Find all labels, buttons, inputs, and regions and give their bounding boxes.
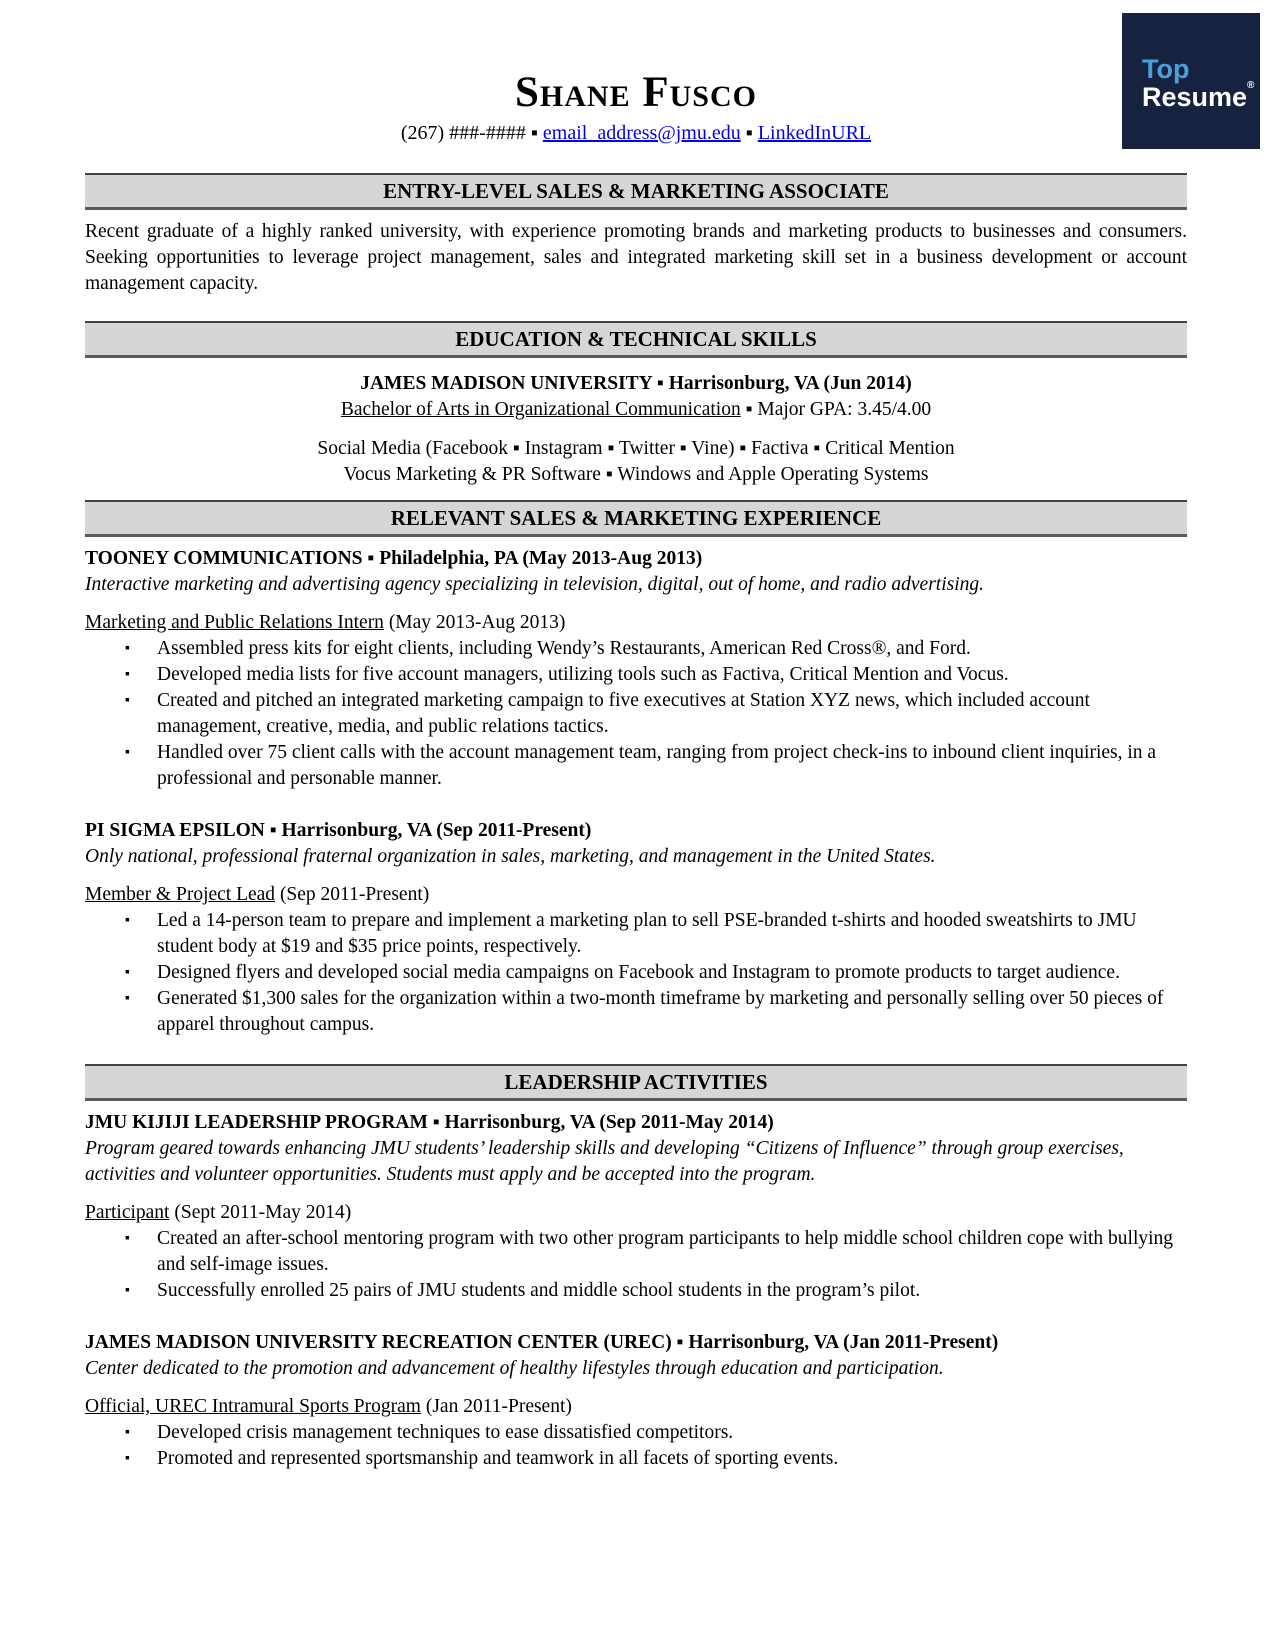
job-block-tooney (85, 546, 1187, 792)
role-dates: (Sept 2011-May 2014) (169, 1202, 352, 1224)
bullet-item: ▪ Handled over 75 client calls with the account management team, ranging from project check-ins to inbound client inquiries, in a professional and personable manner. (85, 740, 1187, 792)
role-line (85, 1394, 1187, 1420)
company-description: Center dedicated to the promotion and advancement of healthy lifestyles through education and participation. (85, 1358, 944, 1380)
phone-number: (267) ###-#### (400, 122, 526, 145)
role-title: Member & Project Lead (85, 884, 276, 906)
company-line: TOONEY COMMUNICATIONS ▪ Philadelphia, PA (May 2013-Aug 2013) (85, 548, 703, 570)
logo-text-top: Top (1142, 54, 1190, 84)
skills-block (85, 436, 1187, 488)
degree-gpa: ▪ Major GPA: 3.45/4.00 (740, 399, 932, 421)
education-school-line: JAMES MADISON UNIVERSITY ▪ Harrisonburg, VA (Jun 2014) (360, 373, 912, 395)
role-dates: (May 2013-Aug 2013) (383, 612, 566, 634)
role-dates: (Jan 2011-Present) (420, 1396, 572, 1418)
bullet-item: ▪ Designed flyers and developed social media campaigns on Facebook and Instagram to promote products to target audience. (85, 960, 1187, 986)
linkedin-link[interactable]: LinkedInURL (757, 122, 872, 145)
company-description: Interactive marketing and advertising agency specializing in television, digital, out of home, and radio advertising. (85, 574, 985, 596)
role-title: Participant (85, 1202, 170, 1224)
company-line: PI SIGMA EPSILON ▪ Harrisonburg, VA (Sep 2011-Present) (85, 820, 592, 842)
education-block (85, 371, 1187, 423)
role-line (85, 1200, 1187, 1226)
bullet-item: ▪ Developed crisis management techniques to ease dissatisfied competitors. (85, 1420, 1187, 1446)
contact-separator: ▪ (745, 122, 753, 145)
bullet-item: ▪ Developed media lists for five account managers, utilizing tools such as Factiva, Critical Mention and Vocus. (85, 662, 1187, 688)
bullet-list (85, 908, 1187, 1038)
job-block-urec (85, 1330, 1187, 1472)
role-dates: (Sep 2011-Present) (275, 884, 430, 906)
bullet-list (85, 1226, 1187, 1304)
section-banner-title: ENTRY-LEVEL SALES & MARKETING ASSOCIATE (85, 173, 1187, 210)
company-description: Only national, professional fraternal organization in sales, marketing, and management in the United States. (85, 846, 936, 868)
skills-line: Vocus Marketing & PR Software ▪ Windows and Apple Operating Systems (343, 464, 929, 486)
resume-page (85, 0, 1187, 1472)
section-banner-leadership: LEADERSHIP ACTIVITIES (85, 1064, 1187, 1101)
contact-line (85, 120, 1187, 146)
job-block-pse (85, 818, 1187, 1038)
contact-separator: ▪ (530, 122, 538, 145)
bullet-item: ▪ Led a 14-person team to prepare and implement a marketing plan to sell PSE-branded t-shirts and hooded sweatshirts to JMU student body at $19 and $35 price points, respectively. (85, 908, 1187, 960)
bullet-item: ▪ Created and pitched an integrated marketing campaign to five executives at Station XYZ news, which included account management, creative, media, and public relations tactics. (85, 688, 1187, 740)
education-degree-line (85, 397, 1187, 423)
bullet-item: ▪ Created an after-school mentoring program with two other program participants to help middle school children cope with bullying and self-image issues. (85, 1226, 1187, 1278)
bullet-item: ▪ Promoted and represented sportsmanship and teamwork in all facets of sporting events. (85, 1446, 1187, 1472)
logo-text-resume: Resume® (1142, 80, 1255, 112)
section-banner-education: EDUCATION & TECHNICAL SKILLS (85, 321, 1187, 358)
role-line (85, 610, 1187, 636)
registered-mark: ® (1247, 80, 1255, 91)
bullet-list (85, 636, 1187, 792)
bullet-item: ▪ Successfully enrolled 25 pairs of JMU students and middle school students in the program’s pilot. (85, 1278, 1187, 1304)
bullet-item: ▪ Assembled press kits for eight clients, including Wendy’s Restaurants, American Red Cross®, and Ford. (85, 636, 1187, 662)
role-title: Marketing and Public Relations Intern (85, 612, 384, 634)
bullet-item: ▪ Generated $1,300 sales for the organization within a two-month timeframe by marketing and personally selling over 50 pieces of apparel throughout campus. (85, 986, 1187, 1038)
skills-line: Social Media (Facebook ▪ Instagram ▪ Twitter ▪ Vine) ▪ Factiva ▪ Critical Mention (317, 438, 955, 460)
section-banner-experience: RELEVANT SALES & MARKETING EXPERIENCE (85, 500, 1187, 537)
degree-title: Bachelor of Arts in Organizational Communication (340, 399, 741, 421)
email-link[interactable]: email_address@jmu.edu (542, 122, 741, 145)
candidate-name: Shane Fusco (515, 69, 757, 116)
bullet-list (85, 1420, 1187, 1472)
company-line: JAMES MADISON UNIVERSITY RECREATION CENTER (UREC) ▪ Harrisonburg, VA (Jan 2011-Present) (85, 1332, 999, 1354)
company-line: JMU KIJIJI LEADERSHIP PROGRAM ▪ Harrisonburg, VA (Sep 2011-May 2014) (85, 1112, 774, 1134)
summary-paragraph: Recent graduate of a highly ranked university, with experience promoting brands and marketing products to businesses and consumers. Seeking opportunities to leverage project management, sales and integrated marketing skill set in a business development or account management capacity. (85, 221, 1187, 295)
role-title: Official, UREC Intramural Sports Program (85, 1396, 421, 1418)
company-description: Program geared towards enhancing JMU students’ leadership skills and developing “Citizens of Influence” through group exercises, activities and volunteer opportunities. Students must apply and be accepted into the program. (85, 1138, 1124, 1186)
role-line (85, 882, 1187, 908)
job-block-kijiji (85, 1110, 1187, 1304)
